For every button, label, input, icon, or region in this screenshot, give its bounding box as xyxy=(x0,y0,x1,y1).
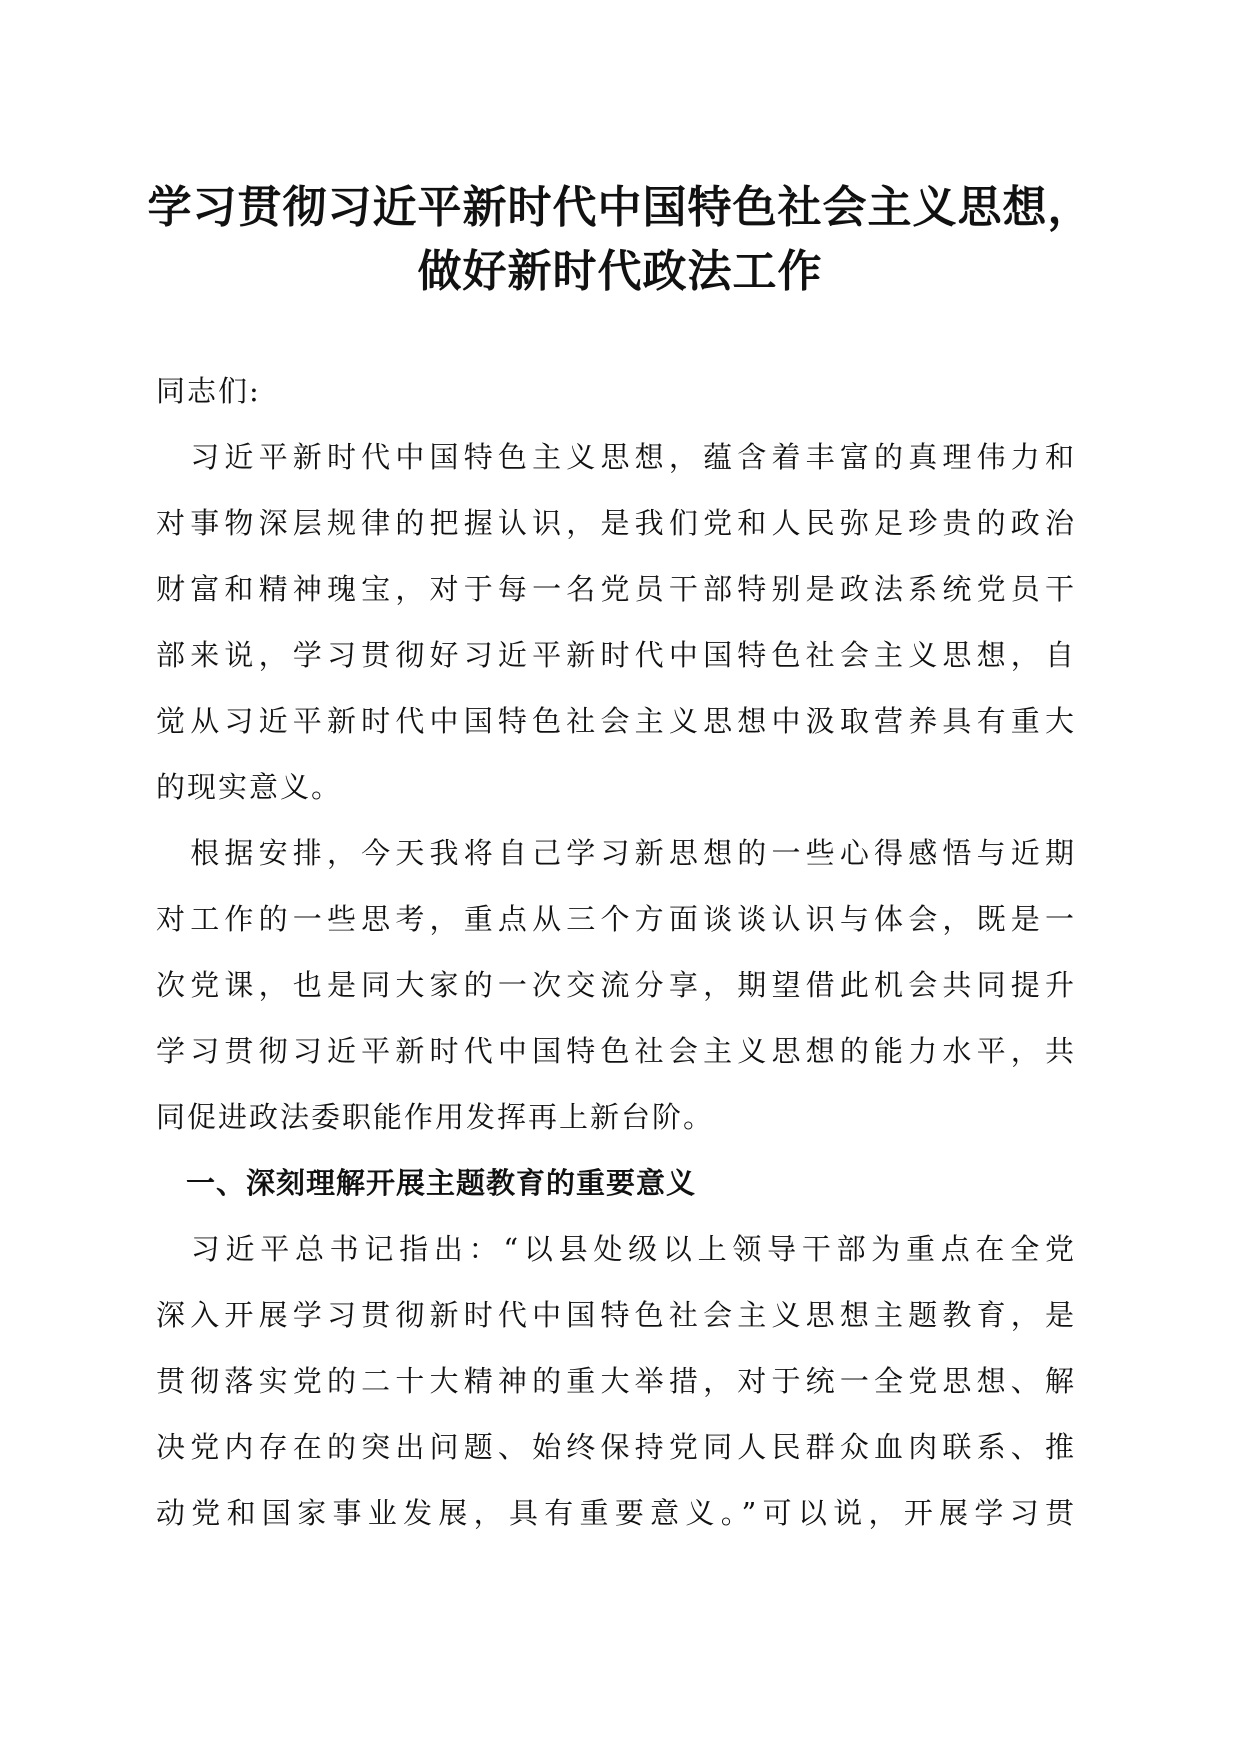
text-line: 部来说，学习贯彻好习近平新时代中国特色社会主义思想，自 xyxy=(156,638,1076,672)
text-line: 深入开展学习贯彻新时代中国特色社会主义思想主题教育，是 xyxy=(156,1298,1076,1332)
text-line: 决党内存在的突出问题、始终保持党同人民群众血肉联系、推 xyxy=(156,1430,1076,1464)
text-line: 对事物深层规律的把握认识，是我们党和人民弥足珍贵的政治 xyxy=(156,506,1076,540)
text-line: 财富和精神瑰宝，对于每一名党员干部特别是政法系统党员干 xyxy=(156,572,1076,606)
salutation: 同志们: xyxy=(156,374,261,408)
text-line: 习近平总书记指出：“以县处级以上领导干部为重点在全党 xyxy=(156,1232,1076,1266)
text-line: 对工作的一些思考，重点从三个方面谈谈认识与体会，既是一 xyxy=(156,902,1076,936)
text-line: 贯彻落实党的二十大精神的重大举措，对于统一全党思想、解 xyxy=(156,1364,1076,1398)
text-line: 学习贯彻习近平新时代中国特色社会主义思想的能力水平，共 xyxy=(156,1034,1076,1068)
text-line: 同促进政法委职能作用发挥再上新台阶。 xyxy=(156,1100,715,1134)
text-line: 的现实意义。 xyxy=(156,770,343,804)
text-line: 觉从习近平新时代中国特色社会主义思想中汲取营养具有重大 xyxy=(156,704,1076,738)
document-title-line-1: 学习贯彻习近平新时代中国特色社会主义思想， xyxy=(147,182,1093,233)
text-line: 次党课，也是同大家的一次交流分享，期望借此机会共同提升 xyxy=(156,968,1076,1002)
document-title-line-2: 做好新时代政法工作 xyxy=(417,246,823,297)
text-line: 动党和国家事业发展，具有重要意义。”可以说，开展学习贯 xyxy=(156,1496,1076,1530)
text-line: 习近平新时代中国特色主义思想，蕴含着丰富的真理伟力和 xyxy=(156,440,1076,474)
section-heading: 一、深刻理解开展主题教育的重要意义 xyxy=(156,1166,697,1200)
text-line: 根据安排，今天我将自己学习新思想的一些心得感悟与近期 xyxy=(156,836,1076,870)
